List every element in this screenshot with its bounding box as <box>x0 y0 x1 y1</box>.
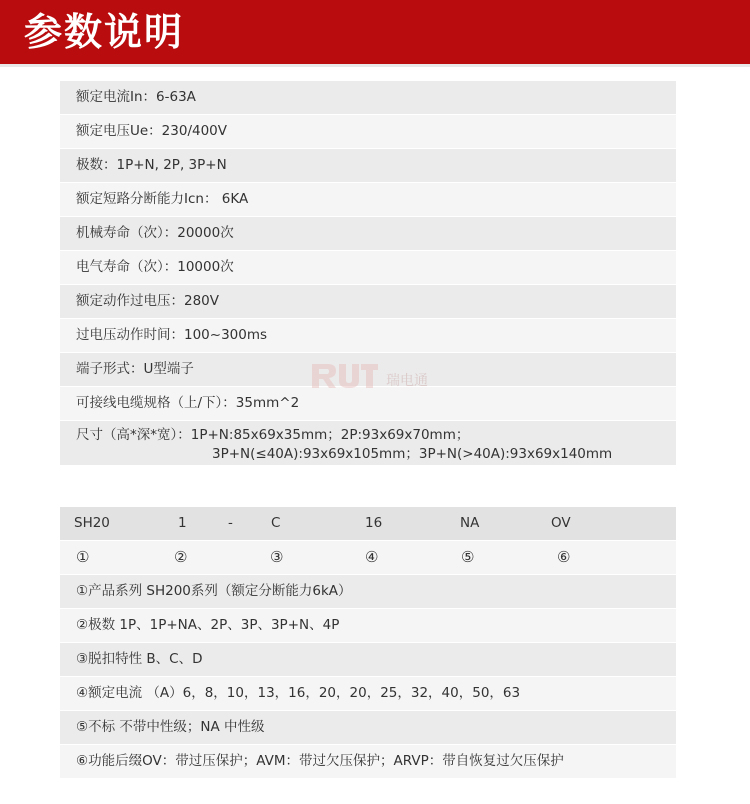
code-desc-series <box>60 575 676 608</box>
code-desc-text: ②极数 1P、1P+NA、2P、3P、3P+N、4P <box>76 617 340 633</box>
spec-text: 额定电流In：6-63A <box>76 89 196 105</box>
spec-row-action-time <box>60 319 676 352</box>
code-markers-row <box>60 541 676 574</box>
marker-6: ⑥ <box>557 548 571 566</box>
code-part-poles: 1 <box>178 515 187 531</box>
marker-2: ② <box>174 548 188 566</box>
code-desc-trip <box>60 643 676 676</box>
watermark-text: 瑞电通 <box>386 373 428 389</box>
dimension-line-2: 3P+N(≤40A):93x69x105mm；3P+N(>40A):93x69x140mm <box>212 446 613 462</box>
code-desc-text: ③脱扣特性 B、C、D <box>76 651 203 667</box>
spec-row-dimensions <box>60 421 676 465</box>
code-part-dash: - <box>228 515 233 531</box>
code-part-neutral: NA <box>460 515 480 531</box>
spec-row-rated-voltage <box>60 115 676 148</box>
model-code-table <box>60 507 676 779</box>
code-desc-current <box>60 677 676 710</box>
title-banner <box>0 0 750 64</box>
code-desc-text: ①产品系列 SH200系列（额定分断能力6kA） <box>76 583 352 599</box>
code-desc-text: ④额定电流 （A）6，8，10，13，16，20，20，25，32，40，50，63 <box>76 685 521 701</box>
spec-text: 过电压动作时间：100~300ms <box>76 327 268 343</box>
spec-text: 机械寿命（次）：20000次 <box>76 225 234 241</box>
page-title: 参数说明 <box>24 10 185 54</box>
spec-text: 可接线电缆规格（上/下）：35mm^2 <box>76 395 300 411</box>
rdt-logo-icon <box>310 360 380 392</box>
marker-1: ① <box>76 548 90 566</box>
marker-5: ⑤ <box>461 548 475 566</box>
code-part-series: SH20 <box>74 515 110 531</box>
spec-text: 额定短路分断能力Icn： 6KA <box>76 191 249 207</box>
spec-text: 极数：1P+N, 2P, 3P+N <box>76 157 227 173</box>
spec-text: 端子形式：U型端子 <box>76 361 194 377</box>
spec-row-mechanical-life <box>60 217 676 250</box>
code-desc-function <box>60 745 676 778</box>
marker-4: ④ <box>365 548 379 566</box>
spec-text: 电气寿命（次）：10000次 <box>76 259 234 275</box>
spec-text: 额定电压Ue：230/400V <box>76 123 228 139</box>
code-desc-poles <box>60 609 676 642</box>
spec-row-poles <box>60 149 676 182</box>
banner-divider <box>0 64 750 67</box>
spec-text: 额定动作过电压：280V <box>76 293 220 309</box>
dimension-line-1: 尺寸（高*深*宽）：1P+N:85x69x35mm；2P:93x69x70mm； <box>76 427 470 443</box>
spec-row-breaking-capacity <box>60 183 676 216</box>
spec-row-electrical-life <box>60 251 676 284</box>
watermark-logo <box>310 360 440 392</box>
code-part-function: OV <box>551 515 571 531</box>
spec-row-overvoltage <box>60 285 676 318</box>
spec-row-rated-current <box>60 81 676 114</box>
code-desc-text: ⑤不标 不带中性级；NA 中性级 <box>76 719 265 735</box>
code-part-trip: C <box>271 515 281 531</box>
code-part-current: 16 <box>365 515 383 531</box>
spec-table <box>60 81 676 466</box>
code-desc-neutral <box>60 711 676 744</box>
code-parts-row <box>60 507 676 540</box>
marker-3: ③ <box>270 548 284 566</box>
code-desc-text: ⑥功能后缀OV：带过压保护；AVM：带过欠压保护；ARVP：带自恢复过欠压保护 <box>76 753 564 769</box>
